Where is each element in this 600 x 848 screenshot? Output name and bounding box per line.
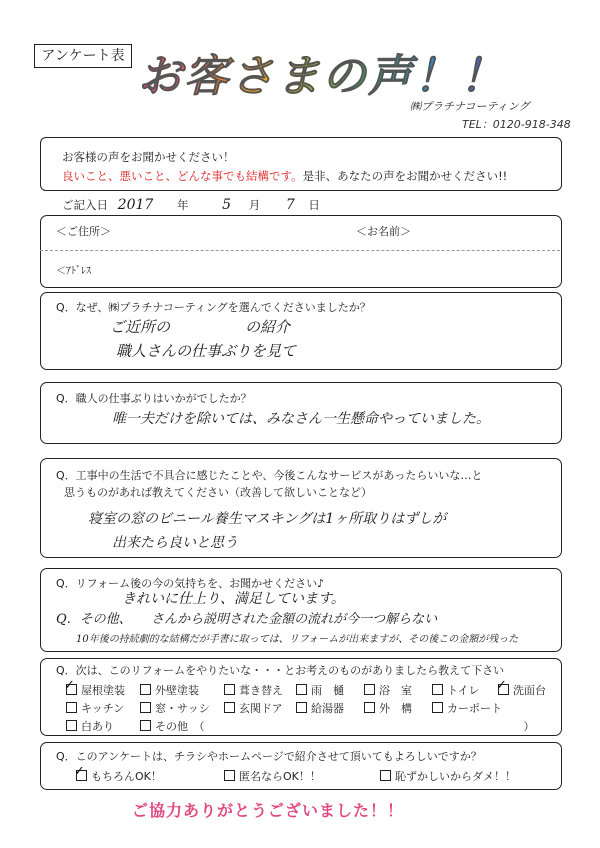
q1-answer2[interactable]: 職人さんの仕事ぶりを見て: [116, 342, 297, 360]
q4-answer2[interactable]: Q．その他、 さんから説明された金額の流れが今一つ解らない: [56, 612, 438, 627]
q3-question2: 思うものがあれば教えてください（改善して欲しいことなど）: [64, 486, 372, 499]
date-label: ご記入日: [62, 198, 108, 212]
option-carport[interactable]: カーポート: [432, 700, 502, 716]
checkbox[interactable]: [140, 720, 151, 731]
address-label: ＜ご住所＞: [56, 225, 111, 238]
intro-line2-red: 良いこと、悪いこと、どんな事でも結構です。: [62, 169, 303, 183]
name-label: ＜お名前＞: [356, 225, 411, 238]
q3-answer1[interactable]: 寝室の窓のビニール養生マスキングは1ヶ所取りはずしが: [88, 511, 447, 527]
option-kitchen[interactable]: キッチン: [66, 700, 124, 716]
checkbox[interactable]: [66, 702, 77, 713]
intro-line2: [62, 168, 507, 184]
option-bathroom[interactable]: 浴 室: [364, 682, 412, 698]
option-reroofing[interactable]: 葺き替え: [224, 682, 283, 698]
q4-answer3[interactable]: 10年後の持続劇的な結構だが手書に取っては、リフォームが出来ますが、その後この金額が残った: [76, 634, 519, 645]
company-tel: TEL：0120-918-348: [462, 118, 571, 131]
date-year[interactable]: 2017: [117, 197, 154, 213]
closing-message: ご協力ありがとうございました！！: [132, 801, 405, 820]
q5-question: Q．次は、このリフォームをやりたいな・・・とお考えのものがありましたら教えて下さい: [56, 664, 505, 677]
option-washbasin[interactable]: 洗面台: [498, 682, 546, 698]
option-roof-painting[interactable]: 屋根塗装: [66, 682, 125, 698]
company-name: ㈱プラチナコーティング: [410, 100, 530, 113]
option-wall-painting[interactable]: 外壁塗装: [140, 682, 199, 698]
option-window-sash[interactable]: 窓・サッシ: [140, 700, 210, 716]
checkbox[interactable]: [432, 684, 443, 695]
date-month[interactable]: 5: [222, 197, 232, 213]
q4-question: Q．リフォーム後の今の気持ちを、お聞かせください♪: [56, 577, 325, 590]
checkbox[interactable]: [140, 702, 151, 713]
checkbox[interactable]: [364, 684, 375, 695]
option-termite[interactable]: 白あり: [66, 718, 114, 734]
checkbox[interactable]: [66, 720, 77, 731]
q1-question: Q．なぜ、㈱プラチナコーティングを選んでくださいましたか？: [56, 301, 371, 314]
q4-answer1[interactable]: きれいに仕上り、満足しています。: [122, 591, 345, 607]
page-title: お客さまの声！！: [138, 40, 506, 104]
check-mark-icon: ✓: [496, 678, 507, 693]
q3-question1: Q．工事中の生活で不具合に感じたことや、今後こんなサービスがあったらいいな…と: [56, 469, 483, 482]
checkbox[interactable]: [380, 770, 391, 781]
option-gutter[interactable]: 雨 樋: [296, 682, 344, 698]
option-entrance-door[interactable]: 玄関ドア: [224, 700, 283, 716]
email-label: ＜ｱﾄﾞﾚｽ: [56, 266, 91, 277]
date-year-unit: 年: [176, 198, 189, 212]
survey-label: アンケート表: [34, 44, 132, 68]
q1-answer1[interactable]: ご近所の の紹介: [110, 318, 291, 336]
intro-line1: お客様の声をお聞かせください！: [62, 150, 235, 164]
checkbox[interactable]: [296, 702, 307, 713]
date-day-unit: 日: [308, 198, 320, 212]
q3-answer2[interactable]: 出来たら良いと思う: [112, 535, 238, 551]
option-no[interactable]: 恥ずかしいからダメ！！: [380, 768, 516, 784]
option-anonymous-ok[interactable]: 匿名ならOK！！: [224, 768, 321, 784]
q2-answer[interactable]: 唯一夫だけを除いては、みなさん一生懸命やっていました。: [112, 411, 490, 427]
contact-divider: [40, 250, 560, 251]
check-mark-icon: ✓: [64, 678, 75, 693]
checkbox[interactable]: [224, 770, 235, 781]
date-month-unit: 月: [248, 198, 261, 212]
intro-line2-rest: 是非、あなたの声をお聞かせください!!: [302, 169, 508, 183]
date-day[interactable]: 7: [285, 197, 295, 213]
option-other[interactable]: その他 （ ）: [140, 718, 535, 734]
option-water-heater[interactable]: 給湯器: [296, 700, 344, 716]
contact-box: [40, 215, 562, 288]
q2-question: Q．職人の仕事ぶりはいかがでしたか？: [56, 392, 252, 405]
checkbox[interactable]: [140, 684, 151, 695]
option-ok[interactable]: もちろんOK！: [76, 768, 162, 784]
checkbox[interactable]: [432, 702, 443, 713]
date-row: [62, 197, 320, 213]
checkbox[interactable]: [364, 702, 375, 713]
option-exterior[interactable]: 外 構: [364, 700, 412, 716]
checkbox[interactable]: [296, 684, 307, 695]
checkbox[interactable]: [224, 702, 235, 713]
check-mark-icon: ✓: [74, 764, 85, 779]
option-toilet[interactable]: トイレ: [432, 682, 479, 698]
checkbox[interactable]: [224, 684, 235, 695]
q6-question: Q．このアンケートは、チラシやホームページで紹介させて頂いてもよろしいですか？: [56, 750, 482, 763]
